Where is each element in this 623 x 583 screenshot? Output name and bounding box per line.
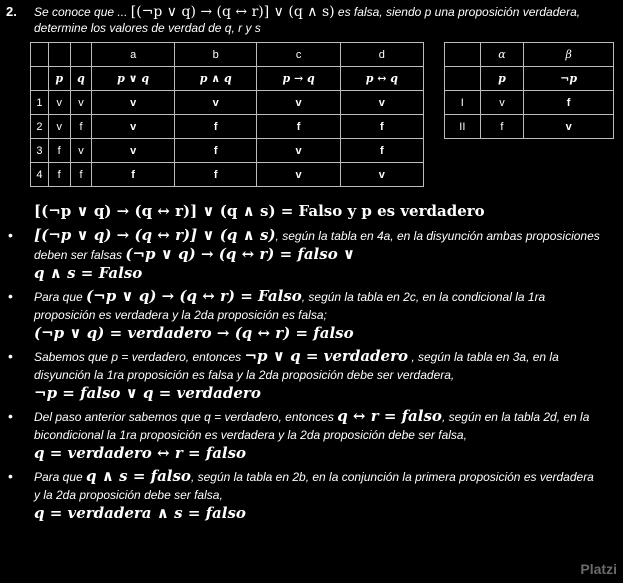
table-letter-row [445,43,614,67]
step-text: Para que [34,290,87,304]
bullet-icon: • [8,348,13,364]
table-cell: f [70,115,92,139]
question-expression: [(¬p ∨ q) → (q ↔ r)] ∨ (q ∧ s) [130,4,335,20]
table-cell: v [174,91,257,115]
table-row [31,139,424,163]
step-expression: (¬p ∨ q) → (q ↔ r) = falso ∨ [125,245,356,263]
column-letter-c: c [257,43,340,67]
row-number: I [445,91,481,115]
platzi-watermark: Platzi [580,561,617,577]
step-result: ¬p = falso ∨ q = verdadero [34,384,261,402]
bullet-icon: • [8,468,13,484]
table-cell: f [48,139,70,163]
table-cell: f [174,115,257,139]
step-expression: q ∧ s = falso [86,467,191,485]
table-cell: f [480,115,524,139]
table-cell: v [340,163,423,187]
bullet-icon: • [8,408,13,424]
table-row [31,163,424,187]
table-cell: v [70,91,92,115]
table-cell-empty [31,67,49,91]
row-number: 3 [31,139,49,163]
table-cell: v [70,139,92,163]
question-suffix: es falsa, siendo p una proposición verdadera, determine los valores de verdad de q, r y s [34,5,581,35]
table-cell-empty [70,43,92,67]
step-expression: [(¬p ∨ q) → (q ↔ r)] ∨ (q ∧ s) [34,226,276,244]
row-number: 4 [31,163,49,187]
header-q: q [70,67,92,91]
step-text: Del paso anterior sabemos que q = verdadero, entonces [34,410,338,424]
table-cell: v [48,91,70,115]
truth-table-connectives [30,42,424,187]
table-cell: v [524,115,614,139]
step-expression: q ↔ r = falso [337,407,442,425]
table-header-row [445,67,614,91]
list-item [0,347,600,403]
column-letter-alpha: α [480,43,524,67]
table-letter-row [31,43,424,67]
step-expression: ¬p ∨ q = verdadero [244,347,408,365]
step-text: , según la tabla en 2b, en la conjunción la primera proposición es verdadera y la 2da proposición debe ser falsa, [34,470,594,502]
bullet-icon: • [8,288,13,304]
table-cell: v [480,91,524,115]
table-cell: v [48,115,70,139]
table-cell: f [174,163,257,187]
table-header-row [31,67,424,91]
header-p: p [480,67,524,91]
header-disjunction: p ∨ q [92,67,175,91]
row-number: 2 [31,115,49,139]
step-result: q = verdadero ↔ r = falso [34,444,247,462]
step-text: Para que [34,470,87,484]
step-text: , según la tabla en 4a, en la disyunción ambas proposiciones deben ser falsas [34,229,600,262]
table-cell: v [92,115,175,139]
row-number: 1 [31,91,49,115]
step-result: q ∧ s = Falso [34,264,143,282]
step-text: , según en la tabla 2d, en la bicondicional la 1ra proposición es verdadera y la 2da proposición debe ser falsa, [34,410,590,442]
table-cell: f [48,163,70,187]
step-expression: (¬p ∨ q) → (q ↔ r) = Falso [86,287,302,305]
given-statement: [(¬p ∨ q) → (q ↔ r)] ∨ (q ∧ s) = Falso y p es verdadero [34,202,485,220]
table-row [31,91,424,115]
table-cell: v [92,91,175,115]
column-letter-b: b [174,43,257,67]
table-cell: f [340,115,423,139]
table-cell: f [174,139,257,163]
step-result: q = verdadera ∧ s = falso [34,504,246,522]
header-biconditional: p ↔ q [340,67,423,91]
header-conditional: p → q [257,67,340,91]
column-letter-beta: β [524,43,614,67]
step-text: , según la tabla en 2c, en la condicional la 1ra proposición es verdadera y la 2da proposición es falsa; [34,290,546,322]
table-cell: f [257,115,340,139]
header-conjunction: p ∧ q [174,67,257,91]
row-number: II [445,115,481,139]
list-item [0,407,600,463]
question-prefix: Se conoce que ... [34,5,131,19]
header-not-p: ¬p [524,67,614,91]
table-cell: f [92,163,175,187]
table-cell-empty [48,43,70,67]
list-item [0,287,600,343]
table-cell: f [70,163,92,187]
bullet-icon: • [8,227,13,243]
step-text: Sabemos que p = verdadero, entonces [34,350,245,364]
step-text: , según la tabla en 3a, en la disyunción la 1ra proposición es falsa y la 2da proposición debe ser verdadera, [34,350,559,382]
column-letter-d: d [340,43,423,67]
list-item [0,467,600,523]
table-cell: v [257,163,340,187]
question-text [34,4,614,36]
table-cell-empty [445,67,481,91]
solution-steps [0,226,600,527]
table-row [445,115,614,139]
table-row [445,91,614,115]
column-letter-a: a [92,43,175,67]
table-cell: f [340,139,423,163]
question-number: 2. [6,4,17,19]
table-cell-empty [31,43,49,67]
step-result: (¬p ∨ q) = verdadero → (q ↔ r) = falso [34,324,354,342]
list-item [0,226,600,283]
table-cell-empty [445,43,481,67]
table-cell: v [257,139,340,163]
truth-table-negation [444,42,614,139]
header-p: p [48,67,70,91]
table-cell: v [92,139,175,163]
table-cell: v [340,91,423,115]
table-cell: f [524,91,614,115]
table-cell: v [257,91,340,115]
table-row [31,115,424,139]
